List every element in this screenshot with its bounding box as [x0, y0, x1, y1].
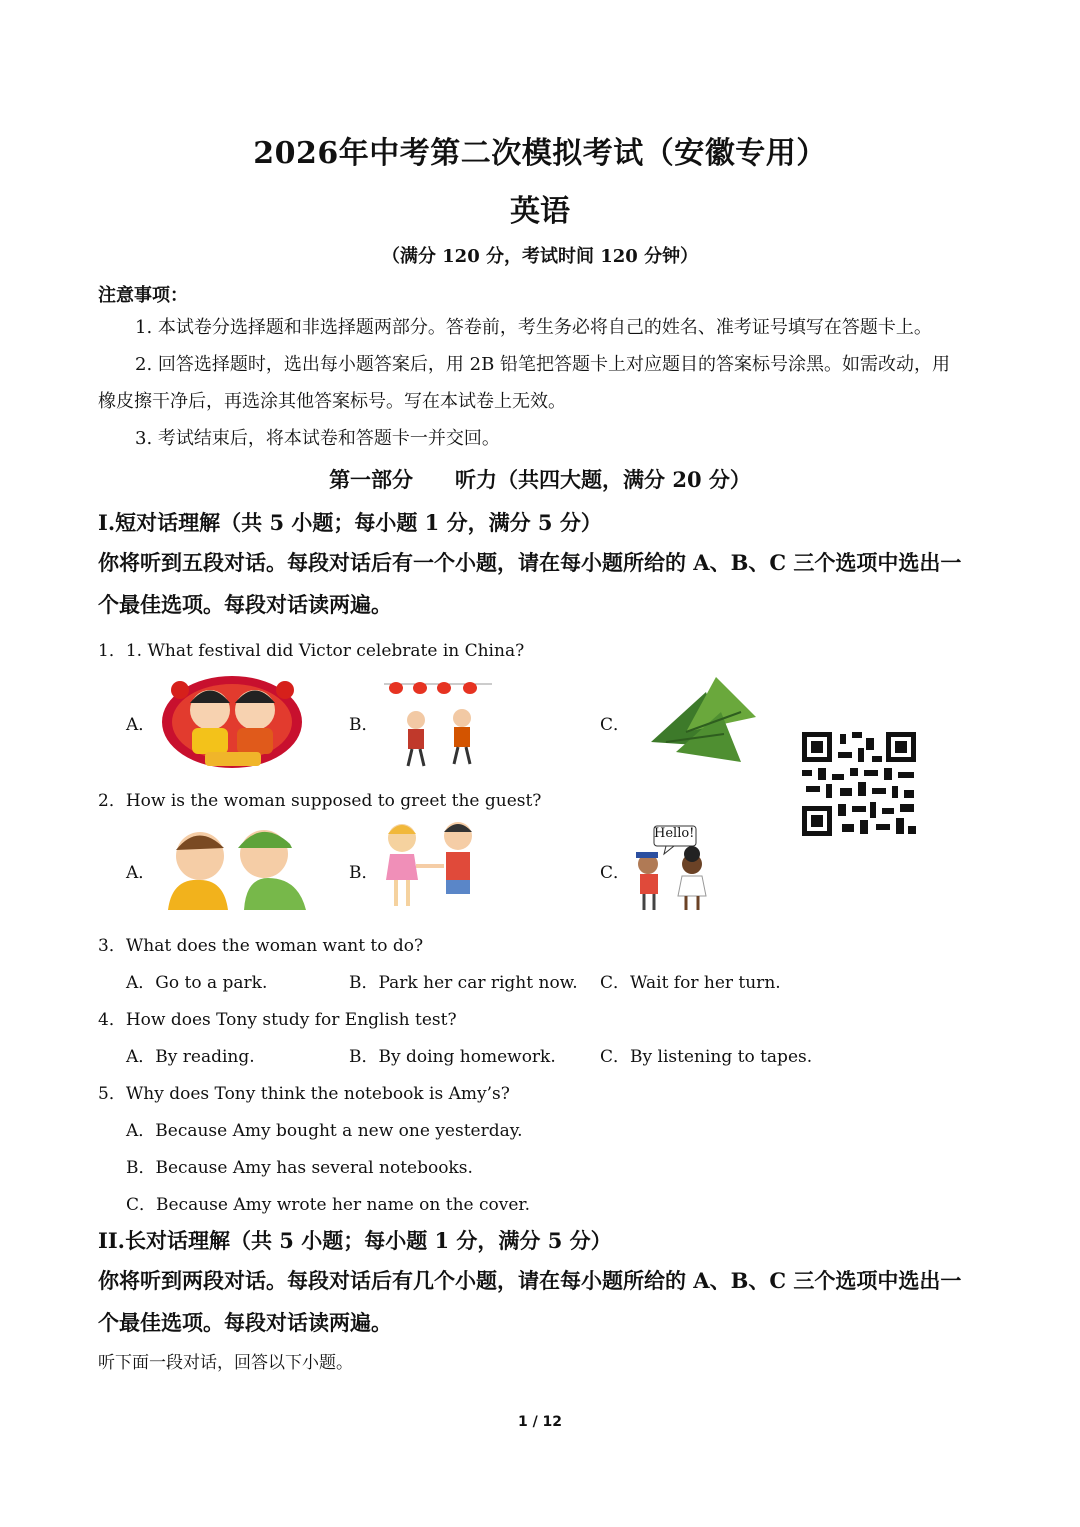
lantern-festival-kids-image [384, 674, 492, 768]
subject-title: 英语 [510, 194, 570, 229]
handshake-kids-image [380, 820, 480, 912]
q3-option-a: A．Go to a park. [126, 973, 268, 993]
part1-heading: 第一部分 听力（共四大题，满分 20 分） [329, 467, 751, 492]
section2-instruction-2: 个最佳选项。每段对话读两遍。 [98, 1310, 392, 1335]
q3-option-b: B．Park her car right now. [349, 973, 578, 993]
question-2-stem: 2．How is the woman supposed to greet the guest? [98, 791, 542, 811]
qr-code-image [800, 730, 918, 838]
q5-option-a: A．Because Amy bought a new one yesterday. [126, 1121, 523, 1141]
score-note: （满分 120 分，考试时间 120 分钟） [381, 246, 699, 267]
section1-heading: I.短对话理解（共 5 小题；每小题 1 分，满分 5 分） [98, 510, 602, 535]
q4-option-c: C．By listening to tapes. [600, 1047, 813, 1067]
bowing-boys-image [158, 822, 312, 910]
q1-option-a-label: A． [126, 715, 156, 735]
q3-option-c: C．Wait for her turn. [600, 973, 781, 993]
hello-speech-bubble: Hello! [654, 826, 695, 841]
page-number: 1 / 12 [517, 1414, 563, 1430]
notice-item-1: 1. 本试卷分选择题和非选择题两部分。答卷前，考生务必将自己的姓名、准考证号填写在答题卡上。 [135, 317, 932, 338]
question-1-stem: 1．1. What festival did Victor celebrate in China? [98, 641, 525, 661]
exam-title: 2026年中考第二次模拟考试（安徽专用） [253, 136, 827, 171]
notice-item-2: 2. 回答选择题时，选出每小题答案后，用 2B 铅笔把答题卡上对应题目的答案标号涂黑。如需改动，用 [135, 354, 951, 375]
zongzi-image [646, 672, 761, 768]
q2-option-b-label: B． [349, 863, 379, 883]
section1-instruction-2: 个最佳选项。每段对话读两遍。 [98, 592, 392, 617]
chinese-new-year-kids-image [160, 668, 305, 770]
q5-option-b: B．Because Amy has several notebooks. [126, 1158, 473, 1178]
question-4-stem: 4．How does Tony study for English test? [98, 1010, 457, 1030]
notice-item-2-cont: 橡皮擦干净后，再选涂其他答案标号。写在本试卷上无效。 [98, 391, 566, 412]
q4-option-a: A．By reading. [126, 1047, 255, 1067]
q2-option-a-label: A． [126, 863, 156, 883]
notice-heading: 注意事项： [98, 285, 188, 306]
section2-heading: II.长对话理解（共 5 小题；每小题 1 分，满分 5 分） [98, 1228, 612, 1253]
section2-lead: 听下面一段对话，回答以下小题。 [98, 1353, 353, 1373]
q1-option-b-label: B． [349, 715, 379, 735]
q2-option-c-label: C． [600, 863, 631, 883]
notice-item-3: 3. 考试结束后，将本试卷和答题卡一并交回。 [135, 428, 500, 449]
question-5-stem: 5．Why does Tony think the notebook is Amy’s? [98, 1084, 510, 1104]
q5-option-c: C．Because Amy wrote her name on the cover. [126, 1195, 531, 1215]
q4-option-b: B．By doing homework. [349, 1047, 556, 1067]
section2-instruction-1: 你将听到两段对话。每段对话后有几个小题，请在每小题所给的 A、B、C 三个选项中选出一 [98, 1268, 962, 1293]
q1-option-c-label: C． [600, 715, 631, 735]
section1-instruction-1: 你将听到五段对话。每段对话后有一个小题，请在每小题所给的 A、B、C 三个选项中选出一 [98, 550, 962, 575]
question-3-stem: 3．What does the woman want to do? [98, 936, 424, 956]
